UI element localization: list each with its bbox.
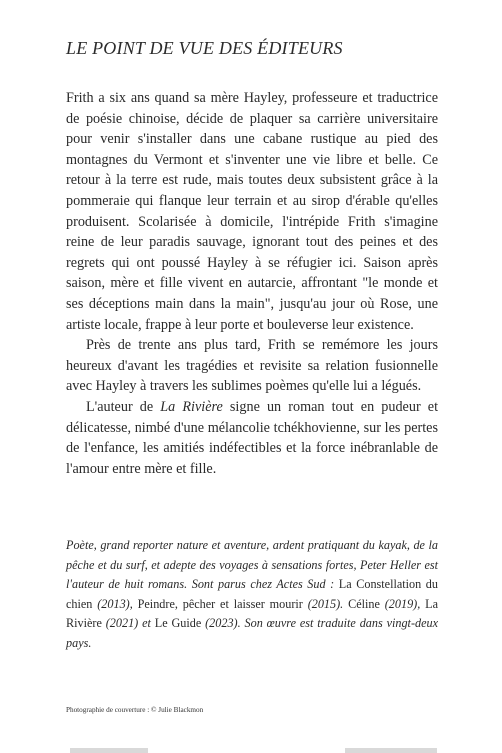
work-4-year: (2021) bbox=[105, 616, 139, 630]
work-3-title: Céline bbox=[343, 596, 385, 611]
section-heading: LE POINT DE VUE DES ÉDITEURS bbox=[66, 38, 343, 58]
work-5-title: Le Guide bbox=[150, 616, 206, 630]
work-1-year: (2013), bbox=[97, 596, 133, 611]
photo-credit: Photographie de couverture : © Julie Blackmon bbox=[66, 706, 204, 714]
author-bio-outro: Son œuvre est traduite dans vingt-deux pays. bbox=[66, 616, 439, 650]
conjunction: et bbox=[138, 616, 151, 630]
cropped-footer-right bbox=[345, 748, 437, 753]
cropped-footer-left bbox=[70, 748, 148, 753]
blurb-paragraph-1: Frith a six ans quand sa mère Hayley, professeure et traductrice de poésie chinoise, décide de plaquer sa carrière universitaire pour venir s'installer dans une cabane rustique au pied des montagnes du Vermont et s'inventer une vie libre et belle. Ce retour à la terre est rude, mais toutes deux subsistent grâce à la pommeraie qui flanque leur terrain et au sirop d'érable qu'elles produisent. Scolarisée à domicile, l'intrépide Frith s'imagine reine de leur paradis sauvage, ignorant tout des peines et des regrets qui ont poussé Hayley à se réfugier ici. Saison après saison, mère et fille vivent en autarcie, affrontant "le monde et ses déceptions main dans la main", jusqu'au jour où Rose, une artiste locale, frappe à leur porte et bouleverse leur existence. bbox=[66, 90, 438, 333]
publisher-blurb bbox=[66, 88, 438, 479]
blurb-p3-before: L'auteur de bbox=[86, 398, 161, 415]
blurb-paragraph-3 bbox=[66, 397, 438, 479]
work-5-year: (2023). bbox=[205, 616, 241, 630]
blurb-paragraph-2: Près de trente ans plus tard, Frith se remémore les jours heureux d'avant les tragédies et revisite sa relation fusionnelle avec Hayley à travers les sublimes poèmes qu'elle lui a légués. bbox=[66, 337, 438, 395]
work-1-title: La Constellation du chien bbox=[66, 577, 438, 611]
work-2-title: Peindre, pêcher et laisser mourir bbox=[132, 596, 308, 611]
blurb-p3-after: signe un roman tout en pudeur et délicatesse, nimbé d'une mélancolie tchékhovienne, sur les pertes de l'enfance, les amitiés indéfectibles et la force inébranlable de l'amour entre mère et fille. bbox=[66, 398, 439, 477]
author-bio bbox=[66, 536, 438, 653]
book-title-la-riviere: La Rivière bbox=[160, 398, 223, 415]
work-2-year: (2015). bbox=[307, 596, 344, 611]
work-3-year: (2019), bbox=[384, 596, 421, 611]
author-bio-intro: Poète, grand reporter nature et aventure, ardent pratiquant du kayak, de la pêche et du surf, et adepte des voyages à sensations fortes, Peter Heller est l'auteur de huit romans. Sont parus chez Actes Sud : bbox=[66, 538, 438, 591]
work-4-title: La Rivière bbox=[66, 596, 438, 630]
